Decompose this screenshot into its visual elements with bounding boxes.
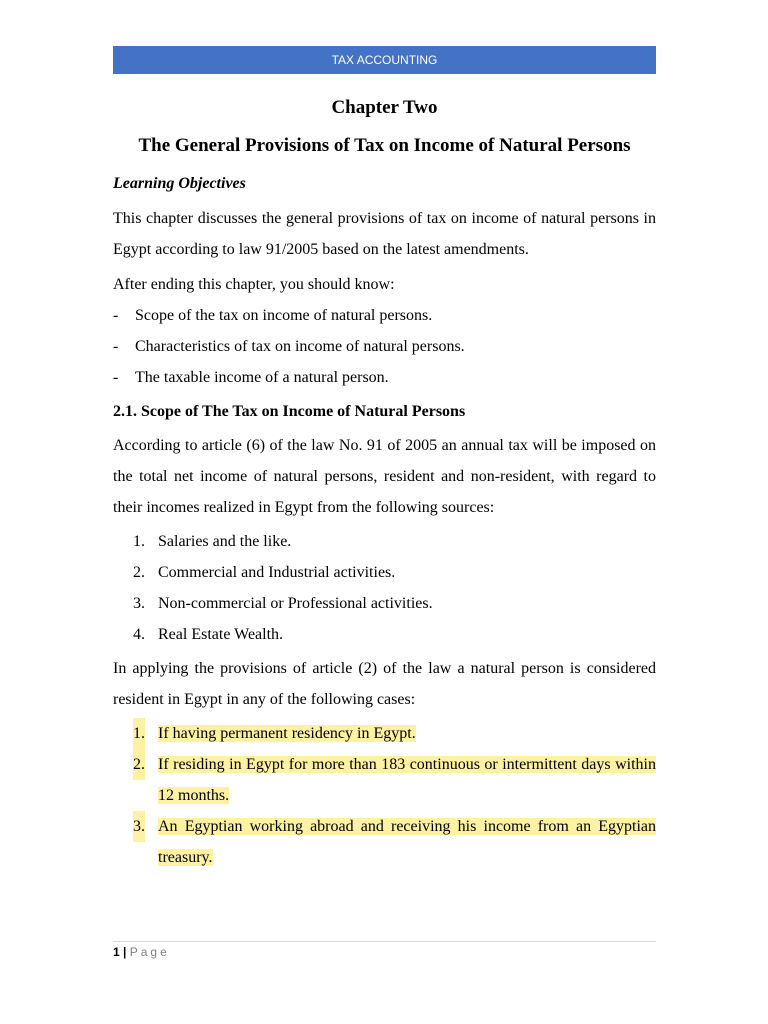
footer-separator: | (123, 945, 127, 959)
page-footer (113, 944, 170, 960)
income-sources-list (113, 526, 656, 650)
list-item: 2. If residing in Egypt for more than 183 continuous or intermittent days within 12 months. (113, 749, 656, 811)
page-content (113, 91, 656, 876)
section-paragraph-2: In applying the provisions of article (2) of the law a natural person is considered resident in Egypt in any of the following cases: (113, 660, 656, 708)
chapter-title: Chapter Two (331, 97, 438, 118)
highlighted-text: An Egyptian working abroad and receiving his income from an Egyptian treasury. (158, 818, 656, 866)
list-item: 1. If having permanent residency in Egypt. (113, 718, 656, 749)
list-item: 1. Salaries and the like. (133, 533, 292, 550)
highlighted-text: If residing in Egypt for more than 183 continuous or intermittent days within 12 months. (158, 756, 656, 804)
header-title: TAX ACCOUNTING (331, 53, 438, 67)
objectives-list (113, 300, 656, 393)
residency-cases-list (113, 718, 656, 873)
section-heading: 2.1. Scope of The Tax on Income of Natural Persons (113, 403, 466, 420)
objectives-intro: This chapter discusses the general provisions of tax on income of natural persons in Egypt according to law 91/2005 based on the latest amendments. (113, 210, 656, 258)
section-paragraph-1: According to article (6) of the law No. 91 of 2005 an annual tax will be imposed on the total net income of natural persons, resident and non-resident, with regard to their incomes realized in Egypt from the following sources: (113, 437, 656, 516)
running-header (113, 46, 656, 74)
list-item: 3. An Egyptian working abroad and receiving his income from an Egyptian treasury. (113, 811, 656, 873)
objectives-lead: After ending this chapter, you should know: (113, 276, 395, 293)
footer-divider (113, 941, 656, 942)
page-label: Page (129, 945, 170, 959)
chapter-subtitle: The General Provisions of Tax on Income of Natural Persons (138, 135, 631, 156)
page-number: 1 (113, 945, 120, 959)
list-item: 2. Commercial and Industrial activities. (133, 564, 396, 581)
list-item: - Scope of the tax on income of natural persons. (113, 307, 433, 324)
list-item: 3. Non-commercial or Professional activities. (133, 595, 433, 612)
list-item: 4. Real Estate Wealth. (133, 626, 284, 643)
highlighted-text: If having permanent residency in Egypt. (158, 725, 416, 742)
list-item: - The taxable income of a natural person. (113, 369, 389, 386)
learning-objectives-heading: Learning Objectives (113, 175, 246, 192)
list-item: - Characteristics of tax on income of natural persons. (113, 338, 465, 355)
